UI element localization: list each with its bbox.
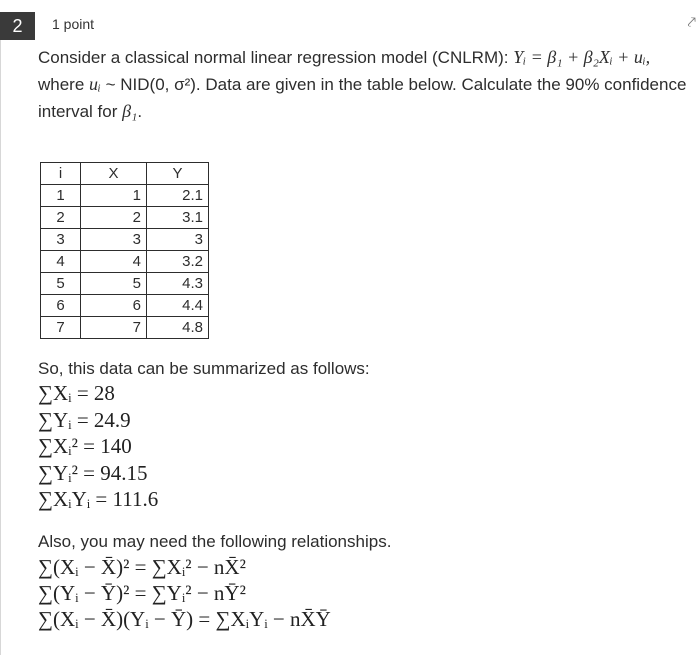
question-text — [38, 44, 688, 125]
table-cell-x: 1 — [81, 185, 147, 207]
table-header-i: i — [41, 163, 81, 185]
summary-intro: So, this data can be summarized as follows: — [38, 359, 370, 378]
table-row — [41, 317, 209, 339]
question-text-part4: . — [137, 102, 143, 121]
model-equation: Yᵢ = β₁ + β₂Xᵢ + uᵢ, — [513, 47, 651, 67]
table-cell-y: 3 — [147, 229, 209, 251]
table-cell-i: 2 — [41, 207, 81, 229]
table-cell-i: 7 — [41, 317, 81, 339]
table-cell-x: 2 — [81, 207, 147, 229]
table-cell-x: 6 — [81, 295, 147, 317]
summary-equation: ∑Xᵢ = 28 — [38, 381, 115, 405]
table-cell-y: 2.1 — [147, 185, 209, 207]
summary-equation: ∑Yᵢ = 24.9 — [38, 407, 131, 432]
question-text-part3: ~ NID(0, σ²). Data are given in the table below. Calculate the 90% confidence interval for — [38, 75, 687, 121]
summary-equation: ∑Xᵢ² = 140 — [38, 434, 132, 458]
table-cell-i: 5 — [41, 273, 81, 295]
table-cell-y: 3.1 — [147, 207, 209, 229]
question-points: 1 point — [52, 16, 95, 32]
table-header-y: Y — [147, 163, 209, 185]
relationships-intro: Also, you may need the following relationships. — [38, 532, 392, 551]
card-border — [0, 40, 1, 655]
table-row — [41, 207, 209, 229]
summary-equation: ∑Yᵢ² = 94.15 — [38, 460, 148, 485]
table-header-x: X — [81, 163, 147, 185]
question-number: 2 — [0, 12, 35, 40]
table-header-row — [41, 163, 209, 185]
relationship-equations — [38, 554, 331, 632]
error-term: uᵢ — [89, 74, 101, 94]
table-cell-x: 7 — [81, 317, 147, 339]
table-cell-i: 3 — [41, 229, 81, 251]
table-cell-y: 4.3 — [147, 273, 209, 295]
data-table — [40, 162, 209, 339]
question-text-part1: Consider a classical normal linear regression model (CNLRM): — [38, 48, 514, 67]
table-row — [41, 295, 209, 317]
target-parameter: β₁ — [122, 101, 138, 121]
table-row — [41, 273, 209, 295]
summary-equation: ∑XᵢYᵢ = 111.6 — [38, 487, 159, 511]
table-cell-i: 4 — [41, 251, 81, 273]
table-cell-i: 1 — [41, 185, 81, 207]
expand-icon[interactable]: ⤤ — [687, 14, 696, 31]
relationship-equation: ∑(Xᵢ − X̄)² = ∑Xᵢ² − nX̄² — [38, 555, 246, 579]
table-cell-y: 3.2 — [147, 251, 209, 273]
table-cell-x: 4 — [81, 251, 147, 273]
table-cell-y: 4.8 — [147, 317, 209, 339]
table-row — [41, 185, 209, 207]
relationship-equation: ∑(Yᵢ − Ȳ)² = ∑Yᵢ² − nȲ² — [38, 581, 246, 605]
table-cell-x: 3 — [81, 229, 147, 251]
summary-equations — [38, 380, 158, 513]
table-row — [41, 229, 209, 251]
table-row — [41, 251, 209, 273]
table-cell-i: 6 — [41, 295, 81, 317]
question-text-part2: where — [38, 75, 90, 94]
table-cell-x: 5 — [81, 273, 147, 295]
table-cell-y: 4.4 — [147, 295, 209, 317]
relationship-equation: ∑(Xᵢ − X̄)(Yᵢ − Ȳ) = ∑XᵢYᵢ − nX̄Ȳ — [38, 607, 331, 631]
